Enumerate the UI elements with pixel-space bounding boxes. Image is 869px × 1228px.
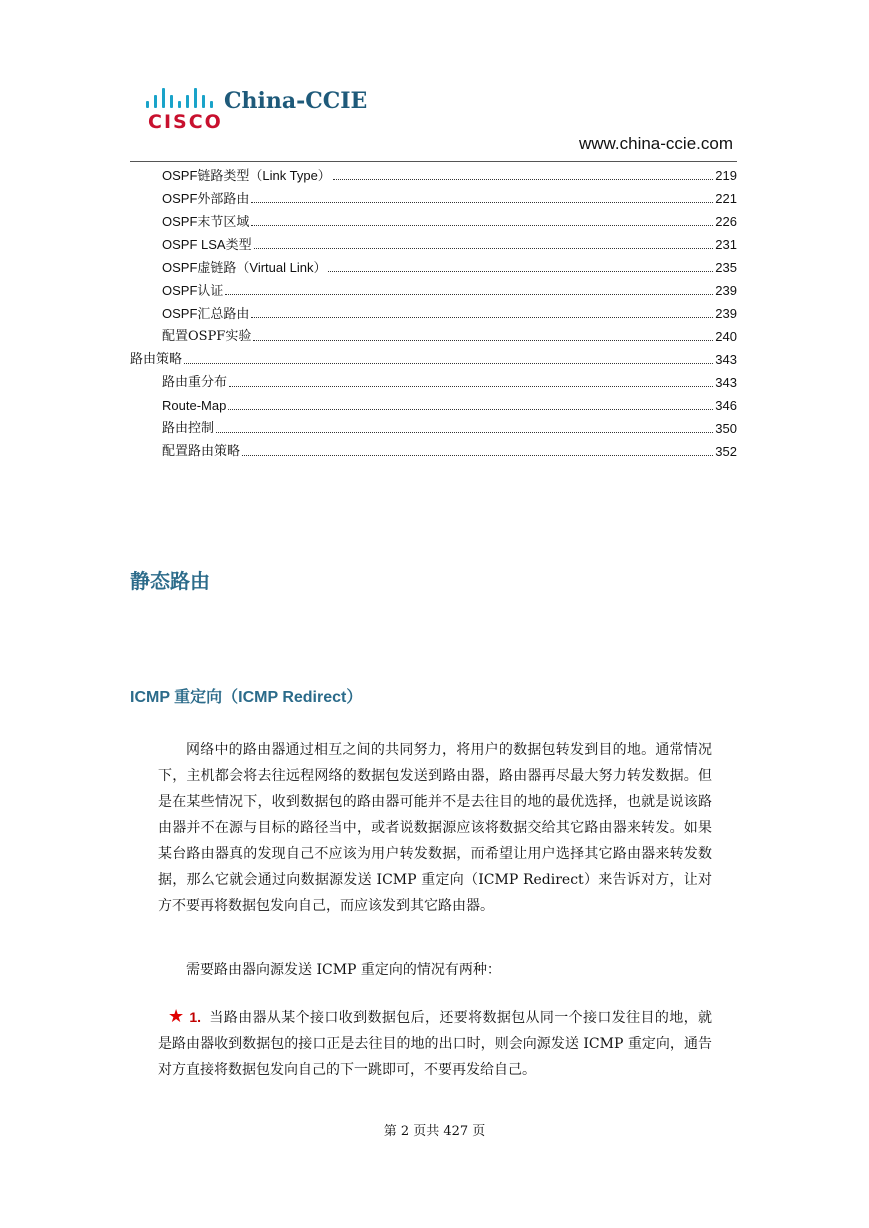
toc-leader-dots	[251, 225, 713, 226]
toc-entry-page: 239	[715, 283, 737, 298]
toc-entry-label: OSPF虚链路（Virtual Link）	[162, 260, 327, 275]
toc-leader-dots	[225, 294, 713, 295]
toc-leader-dots	[253, 340, 713, 341]
toc-leader-dots	[216, 432, 713, 433]
toc-entry-label: OSPF链路类型（Link Type）	[162, 168, 331, 183]
case-1-text: 当路由器从某个接口收到数据包后，还要将数据包从同一个接口发往目的地，就是路由器收到数据包的接口正是去往目的地的出口时，则会向源发送 ICMP 重定向，通告对方直接将数据包发向自己的下一跳即可，不要再发给自己。	[158, 1010, 713, 1078]
toc-entry[interactable]	[130, 276, 737, 299]
star-icon: ★	[168, 1006, 185, 1027]
paragraph-intro: 网络中的路由器通过相互之间的共同努力，将用户的数据包转发到目的地。通常情况下，主机都会将去往远程网络的数据包发送到路由器，路由器再尽最大努力转发数据。但是在某些情况下，收到数据包的路由器可能并不是去往目的地的最优选择，也就是说该路由器并不在源与目标的路径当中，或者说数据源应该将数据交给其它路由器来转发。如果某台路由器真的发现自己不应该为用户转发数据，而希望让用户选择其它路由器来转发数据，那么它就会通过向数据源发送 ICMP 重定向（ICMP Redirect）来告诉对方，让对方不要再将数据包发向自己，而应该发到其它路由器。	[158, 742, 712, 914]
item-number: 1.	[189, 1009, 202, 1025]
toc-leader-dots	[333, 179, 713, 180]
toc-leader-dots	[251, 202, 713, 203]
toc-entry-page: 240	[715, 329, 737, 344]
toc-entry-label: 路由控制	[162, 421, 215, 436]
toc-entry-label: 路由策略	[130, 352, 183, 367]
toc-entry-label: OSPF末节区域	[162, 214, 250, 229]
toc-entry-page: 352	[715, 444, 737, 459]
toc-entry-page: 231	[715, 237, 737, 252]
paragraph-case-1	[158, 1004, 712, 1083]
toc-entry[interactable]	[130, 437, 737, 460]
toc-leader-dots	[254, 248, 714, 249]
toc-entry-page: 226	[715, 214, 737, 229]
toc-entry-label: 路由重分布	[162, 375, 228, 390]
toc-entry-page: 346	[715, 398, 737, 413]
toc-entry[interactable]	[130, 299, 737, 322]
toc-entry-label: OSPF外部路由	[162, 191, 250, 206]
toc-entry-page: 350	[715, 421, 737, 436]
toc-entry[interactable]	[130, 230, 737, 253]
brand-name: China-CCIE	[224, 88, 368, 114]
toc-leader-dots	[228, 409, 713, 410]
cisco-bars-icon	[146, 86, 222, 108]
toc-entry[interactable]	[130, 345, 737, 368]
toc-leader-dots	[328, 271, 713, 272]
toc-entry[interactable]	[130, 414, 737, 437]
paragraph-cases: 需要路由器向源发送 ICMP 重定向的情况有两种：	[186, 962, 501, 978]
toc-entry[interactable]	[130, 368, 737, 391]
toc-entry[interactable]	[130, 161, 737, 184]
page-footer: 第 2 页共 427 页	[383, 1124, 486, 1139]
page-header	[130, 80, 737, 162]
toc-entry[interactable]	[130, 253, 737, 276]
toc-entry[interactable]	[130, 207, 737, 230]
section-heading: 静态路由	[130, 569, 210, 593]
toc-entry[interactable]	[130, 391, 737, 414]
toc-entry-page: 239	[715, 306, 737, 321]
table-of-contents	[130, 161, 737, 460]
toc-entry-label: OSPF汇总路由	[162, 306, 250, 321]
toc-entry-page: 235	[715, 260, 737, 275]
toc-entry[interactable]	[130, 322, 737, 345]
toc-entry-page: 343	[715, 375, 737, 390]
toc-entry-page: 219	[715, 168, 737, 183]
site-url: www.china-ccie.com	[579, 134, 733, 153]
toc-leader-dots	[251, 317, 713, 318]
toc-entry-label: 配置路由策略	[162, 444, 241, 459]
cisco-wordmark: CISCO	[148, 111, 223, 133]
subsection-heading: ICMP 重定向（ICMP Redirect）	[130, 689, 363, 706]
toc-leader-dots	[242, 455, 713, 456]
toc-leader-dots	[229, 386, 713, 387]
toc-entry[interactable]	[130, 184, 737, 207]
toc-entry-page: 343	[715, 352, 737, 367]
toc-leader-dots	[184, 363, 713, 364]
toc-entry-label: OSPF LSA类型	[162, 237, 252, 252]
toc-entry-label: OSPF认证	[162, 283, 224, 298]
toc-entry-page: 221	[715, 191, 737, 206]
toc-entry-label: Route-Map	[162, 398, 227, 413]
toc-entry-label: 配置OSPF实验	[162, 329, 252, 344]
